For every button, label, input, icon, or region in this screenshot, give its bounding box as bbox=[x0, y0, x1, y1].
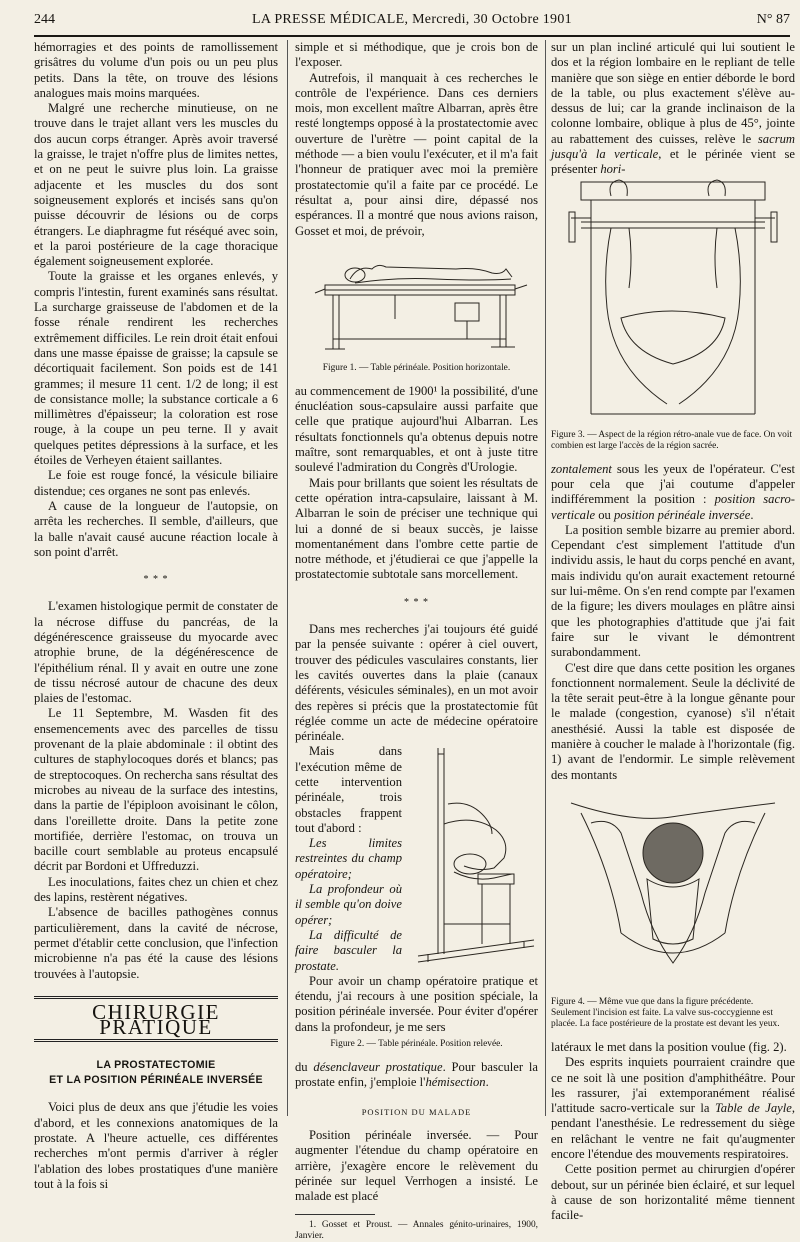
column-divider bbox=[545, 40, 546, 1116]
paragraph: Autrefois, il manquait à ces recherches le contrôle de l'expérience. Dans ces derniers mois, mon excellent maître Albarran, après être resté longtemps opposé à la prostatectomie avec ouverture de l'urètre — point capital de la méthode — a bien voulu l'exécuter, et il m'a fait l'honneur de pratiquer avec moi la première prostatectomie qu'il a faite par ce procédé. Le résultat a, pour ainsi dire, dépassé nos espérances. Il a montré que nous avions raison, Gosset et moi, de prévoir, bbox=[295, 70, 538, 238]
figure-4-incision-view bbox=[551, 783, 795, 993]
text-span: . bbox=[485, 1075, 489, 1090]
text-span: sur un plan incliné articulé qui lui soutient le dos et la région lombaire en le repliant de telle manière que son siège en entier déborde le bord de la table, ou plus exactement s'élève au-dessus de lui; car la grande inclinaison de la colonne lombaire, oblique à plus de 45°, jointe au rabattement des cuisses, relève le bbox=[551, 40, 795, 146]
subsection-heading: POSITION DU MALADE bbox=[361, 1106, 472, 1117]
text-span: hémisection bbox=[425, 1075, 486, 1090]
footnote-rule bbox=[295, 1214, 375, 1215]
text-span: Des esprits inquiets pourraient craindre que ce ne soit là une position d'amphithéâtre. Pour les rassurer, j'ai extemporanément réalisé l'attitude sacro-verticale sur la bbox=[551, 1055, 795, 1116]
article-title bbox=[34, 1058, 278, 1088]
issue-number: N° 87 bbox=[756, 12, 790, 27]
issue-date: Mercredi, 30 Octobre 1901 bbox=[412, 12, 572, 27]
section-heading: CHIRURGIE PRATIQUE bbox=[34, 996, 278, 1043]
paragraph: simple et si méthodique, que je crois bon de l'exposer. bbox=[295, 40, 538, 70]
figure-1-caption: Figure 1. — Table périnéale. Position horizontale. bbox=[322, 362, 511, 373]
footnote: 1. Gosset et Proust. — Annales génito-urinaires, 1900, Janvier. bbox=[295, 1220, 538, 1242]
text-span: Table de Jayle bbox=[714, 1101, 792, 1116]
figure-2-table-raised bbox=[408, 744, 538, 970]
paragraph: C'est dire que dans cette position les organes fonctionnent normalement. Seule la déclivité de la tête serait peut-être à la longue gênante pour le malade (congestion, cyanose) s'il n'était anesthésié. Aussi la table est disposée de manière à coucher le malade à l'horizontale (fig. 1) avant de l'endormir. Le simple relèvement des montants bbox=[551, 660, 795, 782]
text-span: . Pour basculer la prostate enfin, j'emploie l' bbox=[295, 1060, 538, 1090]
figure-3-retro-anal-view bbox=[551, 178, 795, 426]
figure-3-caption: Figure 3. — Aspect de la région rétro-anale vue de face. On voit combien est large l'accès de la région sacrée. bbox=[551, 429, 793, 451]
section-break-stars: * * * bbox=[143, 574, 169, 586]
text-span: hori- bbox=[600, 162, 626, 177]
paragraph: L'examen histologique permit de constater de la nécrose diffuse du pancréas, de la dégénérescence graisseuse du myocarde avec atrophie brune, de la dégénérescence de l'épithélium rénal. Il y avait en outre une zone de tissu nécrosé autour de chacune des deux plaies de l'estomac. bbox=[34, 599, 278, 706]
paragraph: Malgré une recherche minutieuse, on ne trouve dans le trajet allant vers les muscles du dos aucun corps étranger. Après avoir traversé la graisse, le trajet n'offre plus de limites nettes, et on ne peut le suivre plus loin. La graisse adjacente et les muscles du dos sont soigneusement explorés et incisés sans qu'on puisse découvrir de lésions ou de corps étrangers. Le diaphragme fut réséqué avec soin, et la paroi postérieure de la cage thoracique également soigneusement explorée. bbox=[34, 101, 278, 269]
text-span: . bbox=[750, 507, 754, 522]
paragraph: latéraux le met dans la position voulue (fig. 2). bbox=[551, 1039, 787, 1054]
text-span: , et le périnée vient se présenter bbox=[551, 147, 795, 177]
paragraph: Voici plus de deux ans que j'étudie les voies d'abord, et les connexions anatomiques de la prostate. A l'heure actuelle, ces différentes recherches m'ont permis d'arriver à régler l'ablation des lobes prostatiques d'une manière tout à la fois si bbox=[34, 1100, 278, 1191]
paragraph: A cause de la longueur de l'autopsie, on arrêta les recherches. Il semble, d'ailleurs, que la balle n'avait causé aucune réaction locale à son point d'arrêt. bbox=[34, 498, 278, 559]
paragraph: Le 11 Septembre, M. Wasden fit des ensemencements avec des parcelles de tissu provenant de la plaie abdominale : il obtint des cultures de staphylocoques dorés et blancs; pas de streptocoques. On rechercha sans résultat des microbes au niveau de la surface des intestins, dans la partie de l'épiploon avoisinant le côlon, dans l'oreillette droite. Dans la petite zone mortifiée, derrière l'estomac, on trouva un bacille court semblable au proteus encapsulé décrit par Bordoni et Uffreduzzi. bbox=[34, 706, 278, 874]
paragraph: Toute la graisse et les organes enlevés, y compris l'intestin, furent examinés sans résultat. La surcharge graisseuse de l'abdomen et de la fosse rénale rendirent les recherches extrêmement difficiles. Le rein droit était enfoui dans une masse épaisse de graisse; la capsule se décortiquait facilement. Son poids est de 141 grammes; il mesure 11 cent. 1/2 de long; il est de consistance molle; la substance corticale a 6 millimètres d'épaisseur; la coloration est rose rouge, à la coupe un peu terne. Il y avait quelques petites dépressions à la surface, et les étoiles de Verheyen étaient saillantes. bbox=[34, 269, 278, 468]
paragraph: Position périnéale inversée. — Pour augmenter l'étendue du champ opératoire en arrière, j'exagère encore le relèvement du périnée sur lequel Verrhogen a insisté. Le malade est placé bbox=[295, 1127, 538, 1204]
page-number: 244 bbox=[34, 12, 55, 27]
paragraph: Pour avoir un champ opératoire pratique et étendu, j'ai recours à une position spéciale, la position périnéale inversée. Pour éviter d'opérer dans la profondeur, je me sers bbox=[295, 973, 538, 1034]
paragraph bbox=[551, 462, 795, 523]
paragraph: Le foie est rouge foncé, la vésicule biliaire distendue; ces organes ne sont pas enlevés. bbox=[34, 468, 278, 498]
paragraph bbox=[295, 1060, 538, 1091]
paragraph: Mais pour brillants que soient les résultats de cette opération intra-capsulaire, laissant à M. Albarran le soin de préciser une technique qui lui a donné de si beaux succès, je laisse momentanément dans l'ombre cette partie de notre méthode, et j'étudierai ce que j'appelle la prostatectomie subtotale sans morcellement. bbox=[295, 475, 538, 582]
text-span: sous les yeux de l'opérateur. C'est pour cela que j'ai coutume d'appeler indifféremment la position : bbox=[551, 461, 795, 507]
figure-1-table-horizontal bbox=[295, 239, 538, 359]
journal-title bbox=[34, 12, 790, 28]
list-item-text: La difficulté de faire basculer la prostate. bbox=[295, 927, 402, 973]
text-span: du bbox=[295, 1060, 314, 1075]
paragraph: L'absence de bacilles pathogènes connus particulièrement, dans la cavité de nécrose, permet d'établir cette conclusion, que l'infection microbienne n'a pas été la cause des lésions trouvées à l'autopsie. bbox=[34, 905, 278, 981]
text-span: ou bbox=[595, 507, 614, 522]
header-rule bbox=[34, 35, 790, 37]
figure-4-caption: Figure 4. — Même vue que dans la figure précédente. Seulement l'incision est faite. La valve sus-coccygienne est placée. La face postérieure de la prostate est devant les yeux. bbox=[551, 996, 780, 1029]
journal-name: LA PRESSE MÉDICALE, bbox=[252, 12, 409, 27]
text-span: zontalement bbox=[551, 461, 612, 476]
paragraph: Dans mes recherches j'ai toujours été guidé par la pensée suivante : opérer à ciel ouvert, trouver des pédicules vasculaires constants, lier les cavités ouvertes dans la plaie (canaux déférents, vésicules séminales), en un mot avoir des repères si précis que la prostatectomie fût réglée comme un acte de médecine opératoire périnéale. bbox=[295, 622, 538, 744]
text-span: position sacro-verticale bbox=[551, 492, 795, 522]
article-title-line: ET LA POSITION PÉRINÉALE INVERSÉE bbox=[49, 1074, 263, 1087]
column-divider bbox=[287, 40, 288, 1116]
text-span: , pendant l'anesthésie. Le redressement du siège en relâchant le ventre ne fait qu'augmenter encore l'étendue des mouvements respiratoires. bbox=[551, 1101, 795, 1161]
page-header bbox=[34, 10, 790, 34]
article-title-line: LA PROSTATECTOMIE bbox=[96, 1059, 216, 1072]
paragraph: hémorragies et des points de ramollissement grisâtres du volume d'un pois ou un peu plus petits. Dans la tête, on trouve des lésions analogues mais moins marquées. bbox=[34, 40, 278, 100]
column-2 bbox=[295, 40, 538, 1242]
section-break-stars: * * * bbox=[404, 596, 429, 608]
list-item-text: Les limites restreintes du champ opératoire; bbox=[295, 836, 402, 881]
text-span: désenclaveur prostatique bbox=[313, 1060, 443, 1075]
text-span: position périnéale inversée bbox=[613, 507, 751, 522]
column-3 bbox=[551, 40, 795, 1223]
paragraph: au commencement de 1900¹ la possibilité, d'une énucléation sous-capsulaire aussi parfaite que celle que pratique aujourd'hui Albarran. Les résultats fonctionnels qu'a obtenus depuis notre maître, sont remarquables, et ont à juste titre soulevé l'admiration du Congrès d'Urologie. bbox=[295, 383, 538, 475]
paragraph bbox=[551, 40, 795, 178]
column-1 bbox=[34, 40, 278, 1192]
paragraph: Les inoculations, faites chez un chien et chez des lapins, restèrent négatives. bbox=[34, 874, 278, 905]
text-span: sacrum jusqu'à la verticale bbox=[551, 131, 795, 162]
paragraph: Cette position permet au chirurgien d'opérer debout, sur un périnée bien éclairé, et sur lequel à cause de son horizontalité même tiennent facile- bbox=[551, 1162, 795, 1223]
paragraph: Mais dans l'exécution même de cette intervention périnéale, trois obstacles frappent tout d'abord : bbox=[295, 744, 402, 835]
list-item-text: La profondeur où il semble qu'on doive opérer; bbox=[295, 882, 402, 927]
paragraph: La position semble bizarre au premier abord. Cependant c'est simplement l'attitude d'un individu assis, le haut du corps penché en avant, mais individu qu'on aurait exactement retourné sur lui-même. On s'en rend compte par l'examen de la figure; les divers moulages en plâtre ainsi que les photographies d'attitude que j'ai fait faire sur le vivant le démontrent surabondamment. bbox=[551, 522, 795, 660]
paragraph bbox=[551, 1055, 795, 1162]
figure-2-caption: Figure 2. — Table périnéale. Position relevée. bbox=[330, 1039, 503, 1050]
